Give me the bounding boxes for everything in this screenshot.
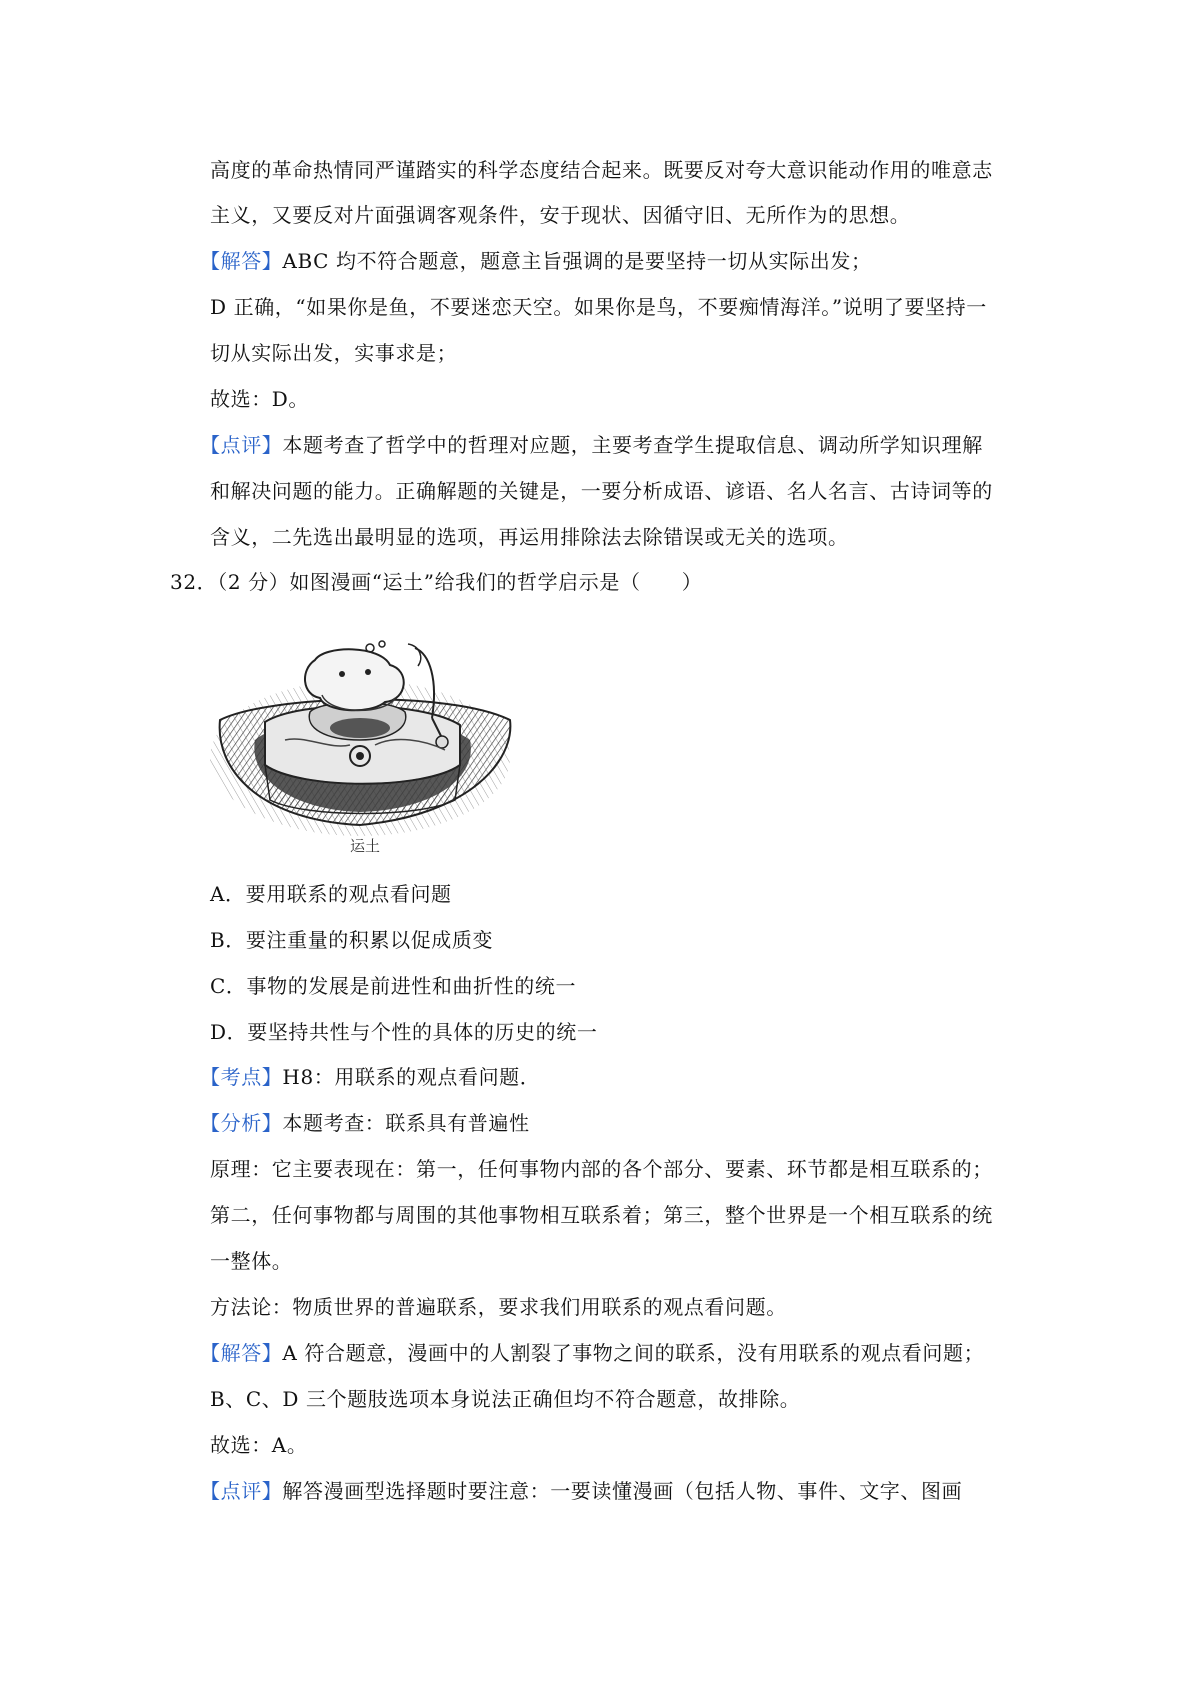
- answer-tag: 【解答】: [200, 1341, 283, 1365]
- figure-caption: 运土: [349, 837, 380, 855]
- analysis-text: 本题考查：联系具有普遍性: [282, 1111, 530, 1135]
- comment-text-line: 和解决问题的能力。正确解题的关键是，一要分析成语、谚语、名人名言、古诗词等的: [210, 479, 993, 503]
- cartoon-illustration: [210, 640, 520, 858]
- point-line: [200, 1063, 540, 1091]
- option-b: B．要注重量的积累以促成质变: [210, 928, 494, 952]
- answer-line: [200, 1339, 984, 1367]
- comment-line: [200, 1477, 962, 1505]
- question-stem: 32．（2 分）如图漫画“运土”给我们的哲学启示是（ ）: [170, 570, 703, 594]
- analysis-text-line: 主义，又要反对片面强调客观条件，安于现状、因循守旧、无所作为的思想。: [210, 203, 911, 227]
- answer-text-line: 切从实际出发，实事求是；: [210, 341, 458, 365]
- analysis-text-line: 高度的革命热情同严谨踏实的科学态度结合起来。既要反对夸大意识能动作用的唯意志: [210, 158, 993, 182]
- point-text: H8：用联系的观点看问题．: [282, 1065, 541, 1089]
- analysis-text-line: 一整体。: [210, 1249, 293, 1273]
- point-tag: 【考点】: [200, 1065, 283, 1089]
- comment-text-line: 含义，二先选出最明显的选项，再运用排除法去除错误或无关的选项。: [210, 525, 849, 549]
- analysis-text-line: 方法论：物质世界的普遍联系，要求我们用联系的观点看问题。: [210, 1295, 787, 1319]
- analysis-tag: 【分析】: [200, 1111, 283, 1135]
- comment-line: [200, 431, 983, 459]
- answer-text: A 符合题意，漫画中的人割裂了事物之间的联系，没有用联系的观点看问题；: [282, 1341, 985, 1365]
- answer-text-line: 故选：D。: [210, 387, 310, 411]
- analysis-text-line: 第二，任何事物都与周围的其他事物相互联系着；第三，整个世界是一个相互联系的统: [210, 1203, 993, 1227]
- answer-tag: 【解答】: [200, 249, 283, 273]
- answer-text-line: B、C、D 三个题肢选项本身说法正确但均不符合题意，故排除。: [210, 1387, 801, 1411]
- answer-line: [200, 247, 872, 275]
- comment-tag: 【点评】: [200, 433, 283, 457]
- analysis-text-line: 原理：它主要表现在：第一，任何事物内部的各个部分、要素、环节都是相互联系的；: [210, 1157, 993, 1181]
- comment-text: 本题考查了哲学中的哲理对应题，主要考查学生提取信息、调动所学知识理解: [282, 433, 983, 457]
- answer-text: ABC 均不符合题意，题意主旨强调的是要坚持一切从实际出发；: [282, 249, 872, 273]
- option-d: D．要坚持共性与个性的具体的历史的统一: [210, 1020, 598, 1044]
- answer-text-line: D 正确，“如果你是鱼，不要迷恋天空。如果你是鸟，不要痴情海洋。”说明了要坚持一: [210, 295, 987, 319]
- cartoon-figure: [210, 640, 520, 858]
- answer-text-line: 故选：A。: [210, 1433, 308, 1457]
- comment-tag: 【点评】: [200, 1479, 283, 1503]
- analysis-line: [200, 1109, 530, 1137]
- comment-text: 解答漫画型选择题时要注意：一要读懂漫画（包括人物、事件、文字、图画: [282, 1479, 963, 1503]
- option-c: C．事物的发展是前进性和曲折性的统一: [210, 974, 577, 998]
- option-a: A．要用联系的观点看问题: [210, 882, 452, 906]
